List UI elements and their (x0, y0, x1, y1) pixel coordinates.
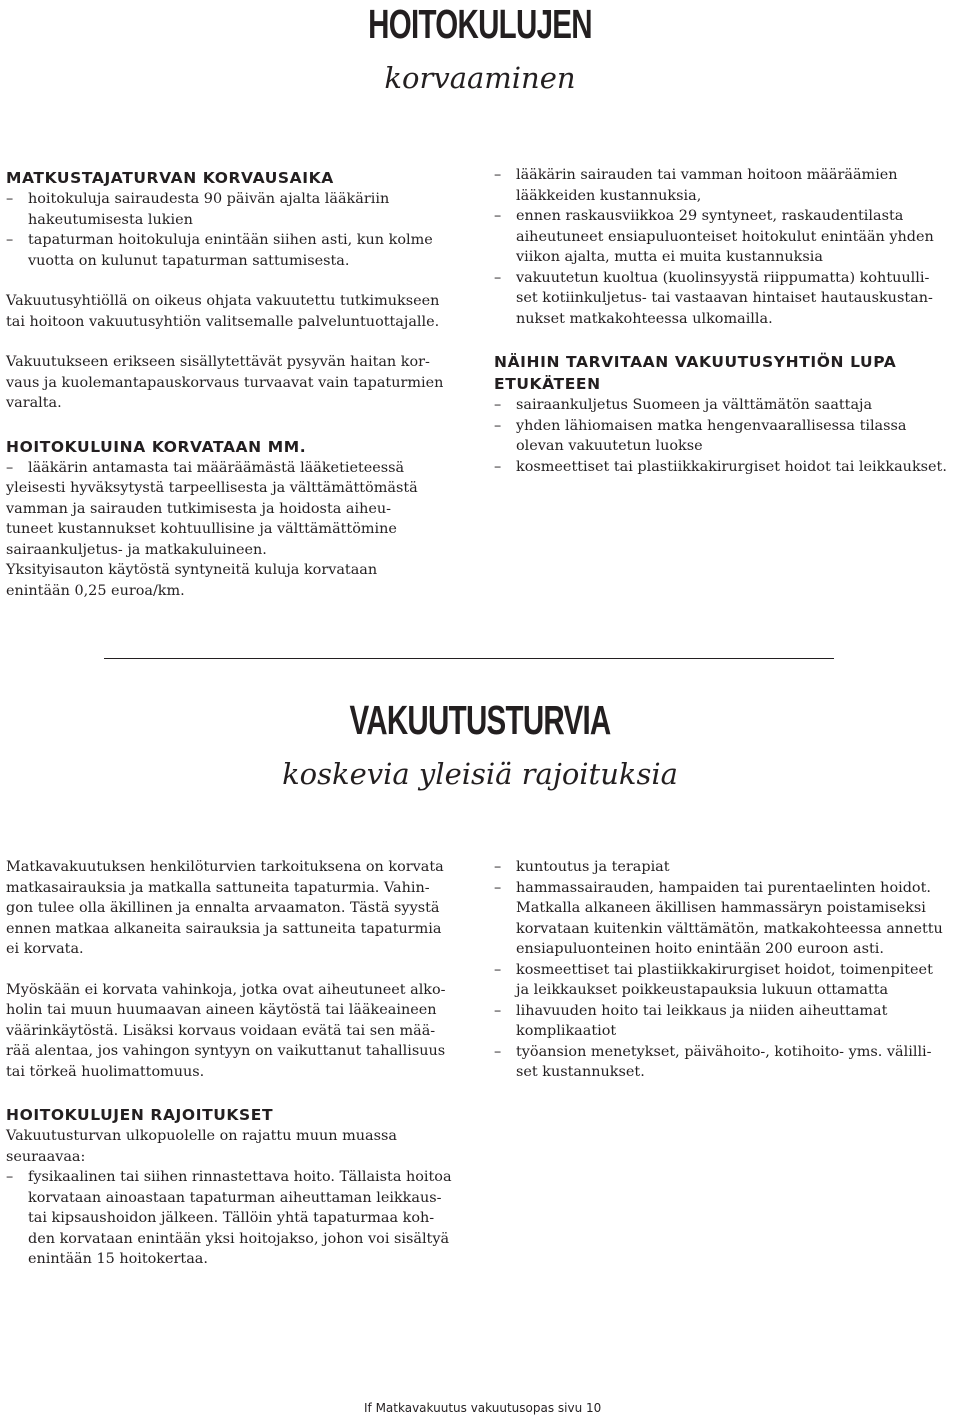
list-rajoitukset (6, 1167, 468, 1270)
list-item-line: korvataan kuitenkin välttämätön, matkakohteessa annettu (516, 920, 943, 937)
list-item-line: kosmeettiset tai plastiikkakirurgiset hoidot, toimenpiteet (516, 961, 933, 978)
dash-bullet: – (494, 397, 502, 413)
list-item-line: lääkkeiden kustannuksia, (516, 187, 702, 204)
paragraph-line: tai törkeä huolimattomuus. (6, 1063, 205, 1080)
list-item-line: tai kipsaushoidon jälkeen. Tällöin yhtä tapaturmaa koh- (28, 1210, 435, 1226)
dash-bullet: – (6, 1169, 14, 1185)
list-item (494, 457, 956, 478)
paragraph-line: Myöskään ei korvata vahinkoja, jotka ovat aiheutuneet alko- (6, 981, 446, 998)
paragraph-line: ei korvata. (6, 941, 84, 957)
section-subtitle-rajoituksia: koskevia yleisiä rajoituksia (282, 757, 678, 791)
list-item (494, 1042, 960, 1083)
list-item (494, 206, 956, 268)
paragraph-line: matkasairauksia ja matkalla sattuneita tapaturmia. Vahin- (6, 879, 430, 896)
section-subtitle-korvaaminen: korvaaminen (384, 61, 576, 95)
heading-rajoitukset: HOITOKULUJEN RAJOITUKSET (6, 1106, 274, 1124)
list-item (494, 1001, 960, 1042)
list-rajoitukset-jatko (494, 857, 960, 1083)
list-item (494, 857, 960, 878)
paragraph-line: rää alentaa, jos vahingon syntyyn on vaikuttanut tahallisuus (6, 1043, 446, 1059)
section1-left-column (6, 167, 468, 601)
page-footer: If Matkavakuutus vakuutusopas sivu 10 (364, 1401, 602, 1415)
list-item-line: aiheutuneet ensiapuluonteiset hoitokulut enintään yhden (516, 228, 934, 245)
list-hoitokuluina (6, 458, 468, 602)
list-item-line: nukset matkakohteessa ulkomailla. (516, 310, 773, 327)
section-divider (104, 658, 834, 659)
list-item-line: ennen raskausviikkoa 29 syntyneet, raskaudentilasta (516, 208, 904, 224)
dash-bullet: – (494, 961, 502, 978)
paragraph-ohjaus (6, 291, 468, 332)
section2-left-column (6, 857, 468, 1270)
list-item-line: vuotta on kulunut tapaturman sattumisesta. (28, 252, 350, 269)
paragraph-pysyva-haitta (6, 352, 468, 414)
list-item-line: sairaankuljetus Suomeen ja välttämätön saattaja (516, 397, 873, 413)
dash-bullet: – (6, 459, 14, 476)
paragraph-line: Vakuutusturvan ulkopuolelle on rajattu muun muassa (6, 1128, 397, 1144)
list-item (494, 416, 956, 457)
dash-bullet: – (6, 191, 14, 207)
list-item-line: ensiapuluonteinen hoito enintään 200 euroon asti. (516, 941, 884, 957)
list-item-line: lihavuuden hoito tai leikkaus ja niiden aiheuttamat (516, 1002, 888, 1019)
list-item-line: fysikaalinen tai siihen rinnastettava hoito. Tällaista hoitoa (28, 1169, 452, 1185)
paragraph-line: tuneet kustannukset kohtuullisine ja välttämättömine (6, 521, 397, 537)
dash-bullet: – (494, 1043, 502, 1060)
dash-bullet: – (494, 417, 502, 434)
paragraph-line: varalta. (6, 395, 62, 411)
dash-bullet: – (494, 167, 502, 183)
dash-bullet: – (494, 1002, 502, 1019)
list-item-line: viikon ajalta, mutta ei muita kustannuksia (516, 249, 823, 265)
paragraph-line: Matkavakuutuksen henkilöturvien tarkoituksena on korvata (6, 859, 444, 875)
list-laakkeet (494, 165, 956, 329)
list-item-line: yhden lähiomaisen matka hengenvaarallisessa tilassa (516, 417, 907, 434)
paragraph-line: vaus ja kuolemantapauskorvaus turvaavat vain tapaturmien (6, 374, 444, 391)
dash-bullet: – (494, 269, 502, 286)
paragraph-line: ennen matkaa alkaneita sairauksia ja sattuneita tapaturmia (6, 920, 442, 937)
dash-bullet: – (6, 232, 14, 248)
paragraph-line: holin tai muun huumaavan aineen käytöstä tai lääkeaineen (6, 1002, 437, 1018)
dash-bullet: – (494, 208, 502, 224)
list-korvausaika (6, 189, 468, 271)
list-item-line: lääkärin antamasta tai määräämästä lääketieteessä (28, 459, 405, 476)
list-item (6, 189, 468, 230)
paragraph-line: Vakuutukseen erikseen sisällytettävät pysyvän haitan kor- (6, 354, 430, 370)
paragraph-line: Yksityisauton käytöstä syntyneitä kuluja korvataan (6, 562, 378, 578)
dash-bullet: – (494, 458, 502, 475)
list-item (6, 458, 468, 479)
list-item-line: hakeutumisesta lukien (28, 211, 193, 228)
section-title-vakuutusturvia: VAKUUTUSTURVIA (349, 697, 611, 743)
heading-korvausaika: MATKUSTAJATURVAN KORVAUSAIKA (6, 169, 334, 187)
list-item-line: set kotiinkuljetus- tai vastaavan hintaiset hautauskustan- (516, 290, 933, 306)
list-item (6, 230, 468, 271)
list-item-line: vakuutetun kuoltua (kuolinsyystä riippumatta) kohtuulli- (516, 269, 930, 286)
list-item-line: enintään 15 hoitokertaa. (28, 1251, 208, 1267)
paragraph-line: sairaankuljetus- ja matkakuluineen. (6, 541, 267, 558)
list-item-line: lääkärin sairauden tai vamman hoitoon määräämien (516, 167, 898, 183)
paragraph-tarkoitus (6, 857, 468, 960)
list-item-line: komplikaatiot (516, 1023, 617, 1039)
heading-lupa-line2: ETUKÄTEEN (494, 375, 601, 393)
paragraph-line: Vakuutusyhtiöllä on oikeus ohjata vakuutettu tutkimukseen (6, 293, 440, 309)
list-item (494, 960, 960, 1001)
list-item-line: set kustannukset. (516, 1064, 645, 1080)
list-item-line: työansion menetykset, päivähoito-, kotihoito- yms. välilli- (516, 1043, 932, 1060)
paragraph-line: vamman ja sairauden tutkimisesta ja hoidosta aiheu- (6, 500, 391, 517)
paragraph-line: väärinkäytöstä. Lisäksi korvaus voidaan evätä tai sen mää- (6, 1022, 436, 1039)
paragraph-alkoholi (6, 980, 468, 1083)
list-item (494, 878, 960, 960)
section2-right-column (494, 857, 960, 1083)
list-item (6, 1167, 468, 1270)
section-title-hoitokulujen: HOITOKULUJEN (368, 1, 592, 47)
list-item-line: Matkalla alkaneen äkillisen hammassäryn poistamiseksi (516, 900, 926, 916)
list-item-line: olevan vakuutetun luokse (516, 438, 703, 454)
paragraph-line: enintään 0,25 euroa/km. (6, 582, 185, 599)
paragraph-line: yleisesti hyväksytystä tarpeellisesta ja välttämättömästä (6, 480, 418, 496)
section1-right-column (494, 165, 956, 477)
list-item (494, 395, 956, 416)
heading-lupa: NÄIHIN TARVITAAN VAKUUTUSYHTIÖN LUPA (494, 353, 897, 371)
paragraph-line: tai hoitoon vakuutusyhtiön valitsemalle palveluntuottajalle. (6, 313, 440, 330)
list-item-line: hammassairauden, hampaiden tai purentaelinten hoidot. (516, 879, 931, 896)
paragraph-line: seuraavaa: (6, 1148, 86, 1165)
dash-bullet: – (494, 879, 502, 896)
paragraph-line: gon tulee olla äkillinen ja ennalta arvaamaton. Tästä syystä (6, 900, 440, 916)
list-item-line: ja leikkaukset poikkeustapauksia lukuun ottamatta (516, 982, 889, 998)
list-item (494, 268, 956, 330)
heading-hoitokuluina: HOITOKULUINA KORVATAAN MM. (6, 437, 307, 456)
dash-bullet: – (494, 859, 502, 875)
list-lupa (494, 395, 956, 477)
list-item-line: kuntoutus ja terapiat (516, 859, 670, 875)
list-item-line: tapaturman hoitokuluja enintään siihen asti, kun kolme (28, 232, 433, 248)
list-item-line: hoitokuluja sairaudesta 90 päivän ajalta lääkäriin (28, 191, 390, 207)
list-item-line: korvataan ainoastaan tapaturman aiheuttaman leikkaus- (28, 1189, 442, 1206)
list-item-line: kosmeettiset tai plastiikkakirurgiset hoidot tai leikkaukset. (516, 458, 947, 475)
list-item-line: den korvataan enintään yksi hoitojakso, johon voi sisältyä (28, 1230, 450, 1247)
list-item (494, 165, 956, 206)
